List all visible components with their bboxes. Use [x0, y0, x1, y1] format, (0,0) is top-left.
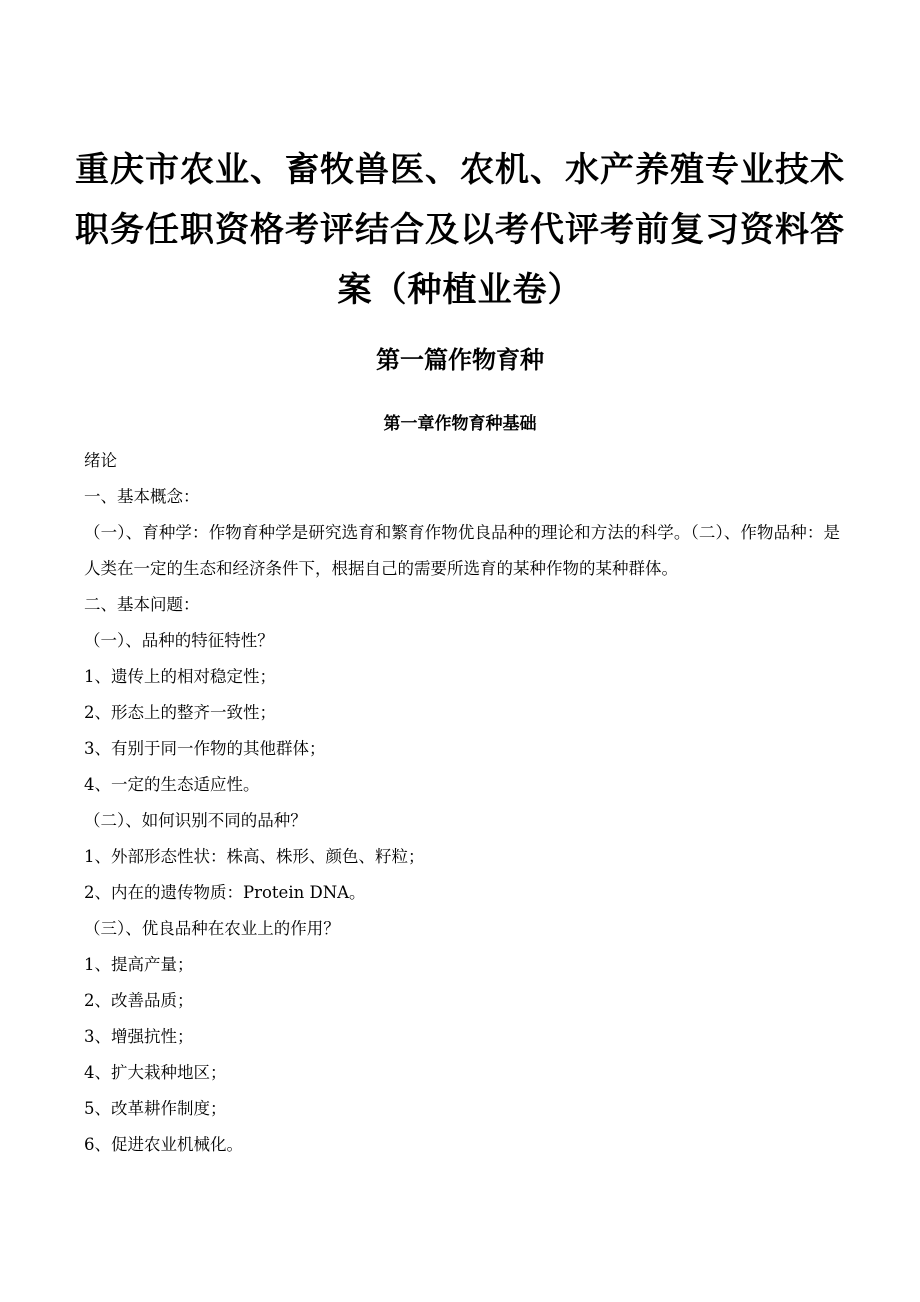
- list-item: 5、改革耕作制度；: [84, 1099, 227, 1118]
- list-item: 1、提高产量；: [84, 955, 194, 974]
- list-item: 3、有别于同一作物的其他群体；: [84, 739, 326, 758]
- section-heading-basic-questions: 二、基本问题：: [84, 595, 200, 614]
- intro-heading: 绪论: [84, 451, 117, 470]
- question-heading-variety-traits: （一）、品种的特征特性？: [84, 631, 274, 650]
- list-item: 3、增强抗性；: [84, 1027, 194, 1046]
- question-heading-identify-varieties: （二）、如何识别不同的品种？: [84, 811, 307, 830]
- list-item: 2、改善品质；: [84, 991, 194, 1010]
- list-item: 4、扩大栽种地区；: [84, 1063, 227, 1082]
- question-heading-role-of-varieties: （三）、优良品种在农业上的作用？: [84, 919, 340, 938]
- document-title: 重庆市农业、畜牧兽医、农机、水产养殖专业技术职务任职资格考评结合及以考代评考前复习资料答案（种植业卷）: [75, 150, 845, 310]
- list-item: 1、遗传上的相对稳定性；: [84, 667, 276, 686]
- list-item: 1、外部形态性状：株高、株形、颜色、籽粒；: [84, 847, 425, 866]
- list-item: 4、一定的生态适应性。: [84, 775, 260, 794]
- list-item: 2、内在的遗传物质：Protein DNA。: [84, 883, 366, 902]
- section-heading-basic-concepts: 一、基本概念：: [84, 487, 200, 506]
- definitions-paragraph: （一）、育种学：作物育种学是研究选育和繁育作物优良品种的理论和方法的科学。（二）、作物品种：是人类在一定的生态和经济条件下，根据自己的需要所选育的某种作物的某种群体。: [84, 523, 840, 578]
- part-title: 第一篇作物育种: [376, 346, 544, 374]
- chapter-title: 第一章作物育种基础: [383, 414, 537, 434]
- list-item: 6、促进农业机械化。: [84, 1135, 243, 1154]
- document-body: [84, 443, 840, 1163]
- list-item: 2、形态上的整齐一致性；: [84, 703, 276, 722]
